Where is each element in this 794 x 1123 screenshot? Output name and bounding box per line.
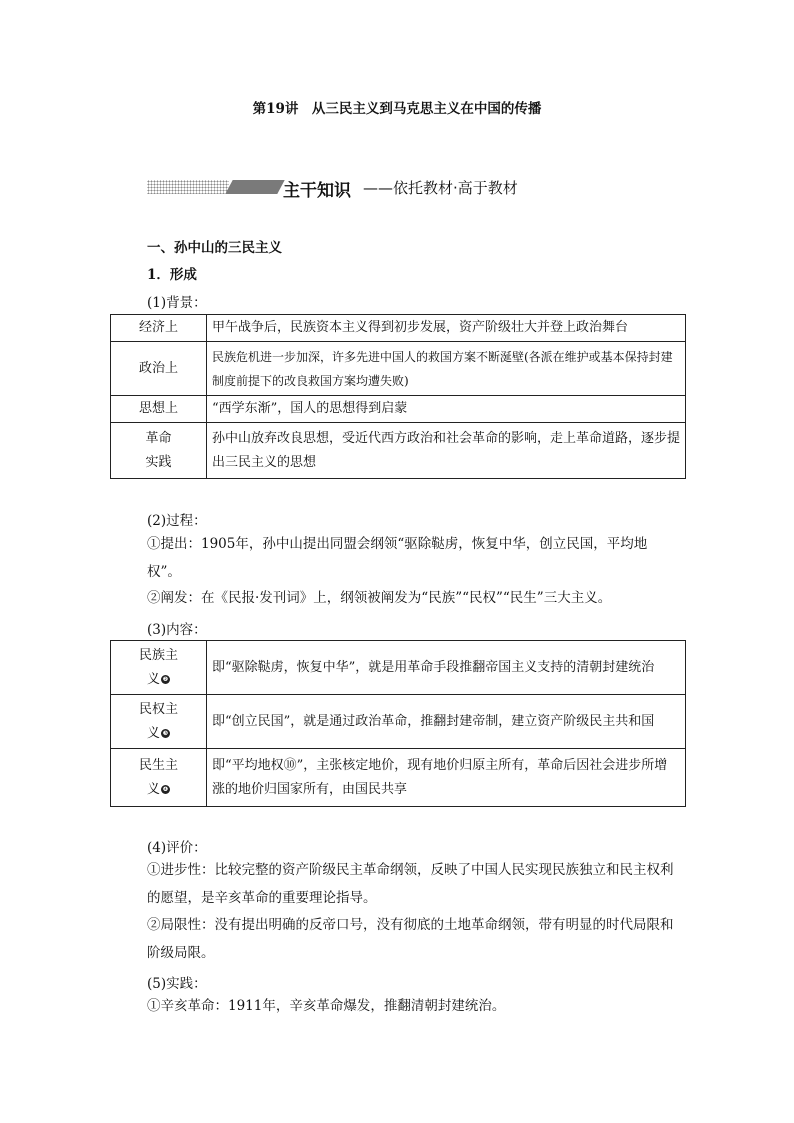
process-item-1	[120, 530, 680, 586]
key-text: 民权主义	[139, 701, 179, 741]
table-key-cell	[111, 641, 207, 695]
paragraph-text: ①提出：1905年，孙中山提出同盟会纲领“驱除鞑虏，恢复中华，创立民国，平均地权”。	[147, 536, 648, 580]
note-badge-icon: ❸	[162, 729, 169, 737]
table-value-cell: “西学东渐”，国人的思想得到启蒙	[207, 396, 686, 423]
evaluation-item-2	[120, 911, 680, 967]
table-key-cell: 政治上	[111, 342, 207, 396]
practice-label: (5)实践：	[147, 976, 207, 992]
banner-subheading: ——依托教材·高于教材	[363, 179, 518, 197]
table-row	[111, 423, 686, 479]
table-row	[111, 641, 686, 695]
table-value-cell: 即“创立民国”，就是通过政治革命，推翻封建帝制，建立资产阶级民主共和国	[207, 695, 686, 749]
table-value-cell: 民族危机进一步加深，许多先进中国人的救国方案不断涎壁(各派在维护或基本保持封建制度前提下的改良救国方案均遭失败)	[207, 342, 686, 396]
table-value-cell: 甲午战争后，民族资本主义得到初步发展，资产阶级壮大并登上政治舞台	[207, 315, 686, 342]
section-banner	[147, 176, 577, 200]
content-table	[110, 640, 686, 807]
paragraph-text: ②局限性：没有提出明确的反帝口号，没有彻底的土地革命纲领，带有明显的时代局限和阶级局限。	[147, 917, 674, 961]
background-table	[110, 314, 686, 479]
process-item-2	[120, 584, 680, 612]
key-text: 民生主义	[139, 757, 179, 797]
subsection-heading: 1．形成	[147, 267, 197, 283]
table-key-cell	[111, 695, 207, 749]
note-badge-icon: ❹	[162, 785, 169, 793]
table-key-cell: 革命实践	[111, 423, 207, 479]
paragraph-text: ①辛亥革命：1911年，辛亥革命爆发，推翻清朝封建统治。	[147, 998, 506, 1014]
table-value-cell: 即“平均地权⑩”，主张核定地价，现有地价归原主所有，革命后因社会进步所增涨的地价归国家所有，由国民共享	[207, 749, 686, 807]
practice-item-1	[120, 992, 680, 1020]
evaluation-label: (4)评价：	[147, 840, 207, 856]
table-key-cell: 思想上	[111, 396, 207, 423]
paragraph-text: ②阐发：在《民报·发刊词》上，纲领被阐发为“民族”“民权”“民生”三大主义。	[147, 590, 612, 606]
table-row	[111, 342, 686, 396]
table-row	[111, 315, 686, 342]
page-title: 第19讲 从三民主义到马克思主义在中国的传播	[252, 101, 542, 117]
table-key-cell	[111, 749, 207, 807]
banner-slash-bar	[225, 180, 284, 194]
key-text: 民族主义	[139, 647, 179, 687]
table-row	[111, 396, 686, 423]
note-badge-icon: ❷	[162, 675, 169, 683]
background-label: (1)背景：	[147, 295, 207, 311]
table-value-cell: 孙中山放弃改良思想，受近代西方政治和社会革命的影响，走上革命道路，逐步提出三民主义的思想	[207, 423, 686, 479]
content-label: (3)内容：	[147, 622, 207, 638]
table-value-cell: 即“驱除鞑虏，恢复中华”，就是用革命手段推翻帝国主义支持的清朝封建统治	[207, 641, 686, 695]
evaluation-item-1	[120, 856, 680, 912]
table-row	[111, 749, 686, 807]
banner-dot-pattern	[147, 180, 229, 194]
section-heading: 一、孙中山的三民主义	[147, 240, 282, 256]
process-label: (2)过程：	[147, 513, 207, 529]
paragraph-text: ①进步性：比较完整的资产阶级民主革命纲领，反映了中国人民实现民族独立和民主权利的愿望，是辛亥革命的重要理论指导。	[147, 862, 674, 906]
table-row	[111, 695, 686, 749]
banner-heading: 主干知识	[283, 181, 351, 201]
table-key-cell: 经济上	[111, 315, 207, 342]
